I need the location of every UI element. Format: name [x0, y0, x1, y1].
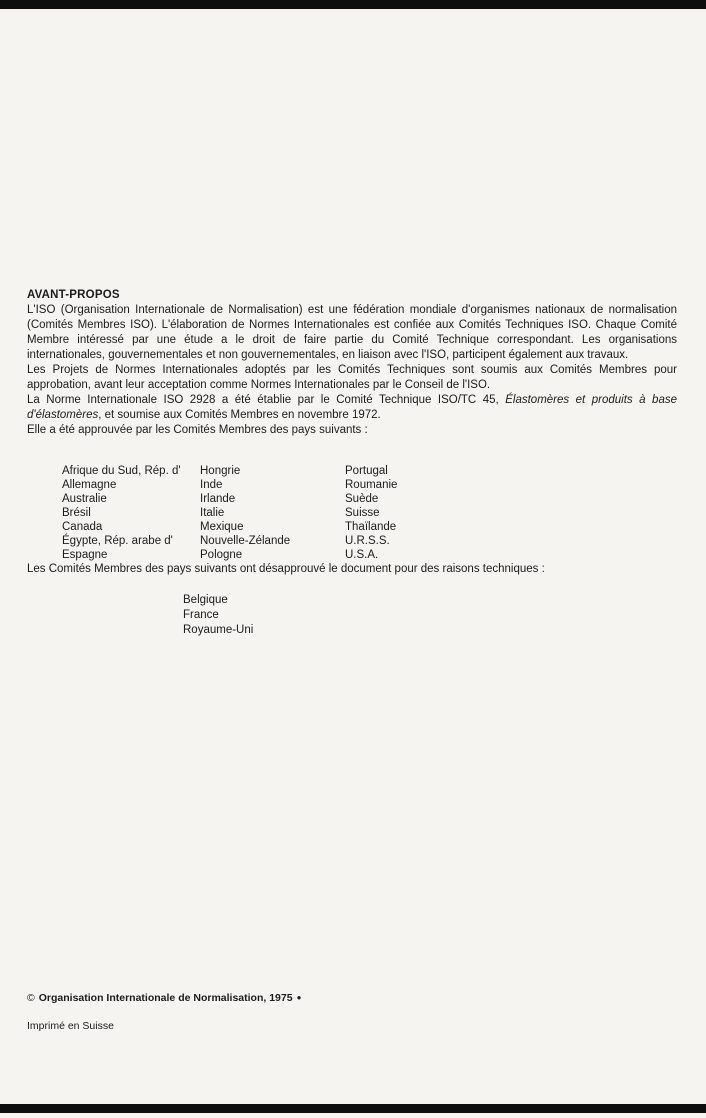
country-name: Suisse: [345, 507, 380, 519]
approved-countries-column-2: [200, 464, 345, 562]
committee-subject-italic: Élastomères et produits à base d'élastomères: [27, 394, 677, 421]
standard-origin-text-before: La Norme Internationale ISO 2928 a été établie par le Comité Technique ISO/TC 45,: [27, 394, 506, 406]
standard-origin-text-after: , et soumise aux Comités Membres en novembre 1972.: [98, 409, 381, 421]
bottom-border-bar: [0, 1104, 706, 1113]
country-name: Mexique: [200, 521, 244, 533]
country-name: Espagne: [62, 549, 108, 561]
paragraph-draft-process: Les Projets de Normes Internationales adoptés par les Comités Techniques sont soumis aux Comités Membres pour approbation, avant leur acceptation comme Normes Internationales par le Conseil de l'ISO.: [27, 364, 677, 391]
disapproved-countries-list: [183, 593, 677, 638]
country-name: Irlande: [200, 493, 236, 505]
country-name: Royaume-Uni: [183, 624, 254, 636]
copyright-symbol: ©: [27, 991, 35, 1004]
country-name: Égypte, Rép. arabe d': [62, 535, 173, 547]
country-name: Australie: [62, 493, 107, 505]
page-content: [27, 0, 677, 638]
country-name: Belgique: [183, 594, 228, 606]
country-name: Italie: [200, 507, 225, 519]
country-name: Pologne: [200, 549, 243, 561]
copyright-text: Organisation Internationale de Normalisation, 1975: [38, 991, 293, 1004]
country-name: Nouvelle-Zélande: [200, 535, 291, 547]
printed-in-line: Imprimé en Suisse: [27, 1019, 114, 1032]
country-name: U.S.A.: [345, 549, 379, 561]
country-name: Suède: [345, 493, 379, 505]
country-name: Afrique du Sud, Rép. d': [62, 465, 181, 477]
copyright-line: [27, 991, 301, 1005]
country-name: France: [183, 609, 219, 621]
paragraph-iso-introduction: L'ISO (Organisation Internationale de Normalisation) est une fédération mondiale d'organismes nationaux de normalisation (Comités Membres ISO). L'élaboration de Normes Internationales est confiée aux Comités Techniques ISO. Chaque Comité Membre intéressé par une étude a le droit de faire partie du Comité Technique correspondant. Les organisations internationales, gouvernementales et non gouvernementales, en liaison avec l'ISO, participent également aux travaux.: [27, 304, 677, 361]
paragraph-disapproval-intro: Les Comités Membres des pays suivants ont désapprouvé le document pour des raisons techniques :: [27, 563, 545, 575]
paragraph-approval-intro: Elle a été approuvée par les Comités Membres des pays suivants :: [27, 424, 368, 436]
country-name: Inde: [200, 479, 223, 491]
paragraph-standard-origin: [27, 393, 677, 423]
approved-countries-column-1: [62, 464, 200, 562]
country-name: Brésil: [62, 507, 91, 519]
bullet-mark: ●: [296, 992, 302, 1002]
country-name: Hongrie: [200, 465, 241, 477]
country-name: Allemagne: [62, 479, 117, 491]
country-name: Canada: [62, 521, 103, 533]
country-name: U.R.S.S.: [345, 535, 390, 547]
section-heading: AVANT-PROPOS: [27, 289, 120, 301]
approved-countries-column-3: [345, 464, 397, 562]
approved-countries-columns: [27, 464, 677, 562]
country-name: Roumanie: [345, 479, 398, 491]
country-name: Thaïlande: [345, 521, 397, 533]
country-name: Portugal: [345, 465, 388, 477]
